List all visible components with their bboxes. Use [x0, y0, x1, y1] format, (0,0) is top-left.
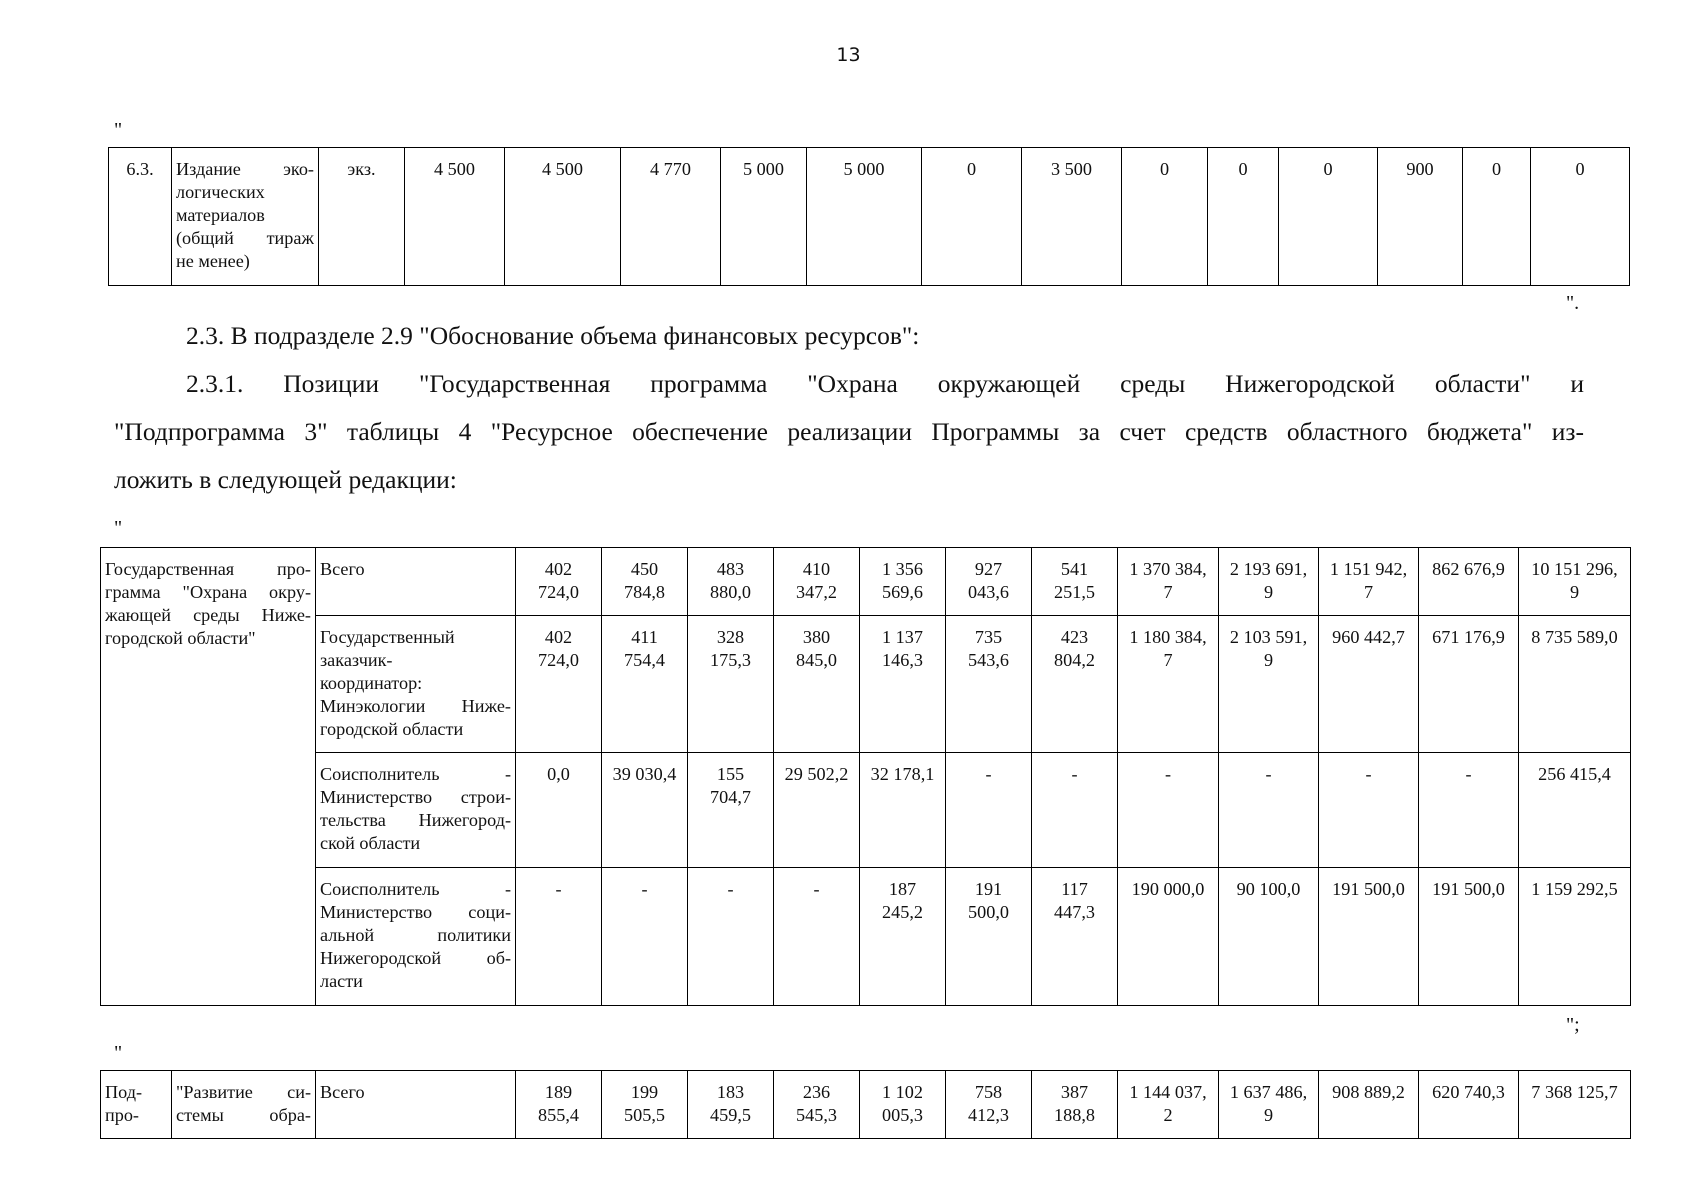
value-cell: 191 500,0	[1319, 868, 1419, 1006]
program-name-line: Государственная про-	[105, 559, 311, 579]
value-cell: -	[774, 868, 860, 1006]
value-cell: 191 500,0	[946, 868, 1032, 1006]
value-cell: 187 245,2	[860, 868, 946, 1006]
value-cell: 32 178,1	[860, 753, 946, 868]
table-row	[101, 548, 1631, 616]
row-label-customer: Государственный заказчик- координатор: Минэкологии Ниже- городской области	[316, 616, 516, 753]
table-subprogram	[100, 1070, 1631, 1139]
table-row	[101, 868, 1631, 1006]
opening-quote-2: "	[114, 517, 123, 539]
value-cell: 900	[1378, 148, 1463, 286]
subprogram-name-cell: "Развитие си- стемы обра-	[172, 1071, 316, 1139]
row-label-coexecutor-social: Соисполнитель - Министерство соци- альной политики Нижегородской об- ласти	[316, 868, 516, 1006]
value-cell: 2 193 691, 9	[1219, 548, 1319, 616]
value-cell: 1 159 292,5	[1519, 868, 1631, 1006]
value-cell: 671 176,9	[1419, 616, 1519, 753]
value-cell: 0	[1122, 148, 1208, 286]
value-cell: 117 447,3	[1032, 868, 1118, 1006]
value-cell: 411 754,4	[602, 616, 688, 753]
table-program-resources	[100, 547, 1631, 1006]
value-cell: 7 368 125,7	[1519, 1071, 1631, 1139]
value-cell: -	[1032, 753, 1118, 868]
value-cell: 1 144 037, 2	[1118, 1071, 1219, 1139]
value-cell: 0	[1531, 148, 1630, 286]
value-cell: 927 043,6	[946, 548, 1032, 616]
indicator-name-line: не менее)	[176, 251, 250, 271]
value-cell: 256 415,4	[1519, 753, 1631, 868]
row-label-total: Всего	[316, 1071, 516, 1139]
indicator-name-line: материалов	[176, 205, 265, 225]
value-cell: 183 459,5	[688, 1071, 774, 1139]
table-row	[109, 148, 1630, 286]
value-cell: 2 103 591, 9	[1219, 616, 1319, 753]
value-cell: 1 102 005,3	[860, 1071, 946, 1139]
value-cell: 1 356 569,6	[860, 548, 946, 616]
value-cell: 423 804,2	[1032, 616, 1118, 753]
value-cell: 155 704,7	[688, 753, 774, 868]
value-cell: 0	[1208, 148, 1279, 286]
value-cell: -	[946, 753, 1032, 868]
opening-quote-1: "	[114, 119, 123, 141]
value-cell: 0	[922, 148, 1022, 286]
value-cell: 0	[1463, 148, 1531, 286]
value-cell: 541 251,5	[1032, 548, 1118, 616]
value-cell: 4 500	[505, 148, 621, 286]
table-publications-row	[108, 147, 1630, 286]
paragraph-2-3-1-line-2: "Подпрограмма 3" таблицы 4 "Ресурсное обеспечение реализации Программы за счет средств областного бюджета" из-	[114, 417, 1584, 446]
value-cell: 90 100,0	[1219, 868, 1319, 1006]
row-number: 6.3.	[109, 148, 172, 286]
opening-quote-3: "	[114, 1042, 123, 1064]
value-cell: 387 188,8	[1032, 1071, 1118, 1139]
indicator-name-line: Издание эко-	[176, 159, 314, 179]
value-cell: -	[1319, 753, 1419, 868]
program-name-line: городской области"	[105, 628, 256, 648]
closing-quote-1: ".	[1566, 292, 1580, 314]
value-cell: 0	[1279, 148, 1378, 286]
value-cell: 236 545,3	[774, 1071, 860, 1139]
value-cell: -	[1219, 753, 1319, 868]
paragraph-2-3: 2.3. В подразделе 2.9 "Обоснование объема финансовых ресурсов":	[186, 321, 920, 350]
value-cell: 191 500,0	[1419, 868, 1519, 1006]
value-cell: 328 175,3	[688, 616, 774, 753]
value-cell: 1 370 384, 7	[1118, 548, 1219, 616]
value-cell: 758 412,3	[946, 1071, 1032, 1139]
value-cell: 402 724,0	[516, 548, 602, 616]
value-cell: 190 000,0	[1118, 868, 1219, 1006]
table-row	[101, 1071, 1631, 1139]
program-name-line: грамма "Охрана окру-	[105, 582, 311, 602]
indicator-name-line: логических	[176, 182, 265, 202]
value-cell: 0,0	[516, 753, 602, 868]
value-cell: 4 500	[405, 148, 505, 286]
value-cell: 5 000	[721, 148, 807, 286]
value-cell: -	[1118, 753, 1219, 868]
value-cell: 39 030,4	[602, 753, 688, 868]
value-cell: 3 500	[1022, 148, 1122, 286]
value-cell: 450 784,8	[602, 548, 688, 616]
value-cell: 402 724,0	[516, 616, 602, 753]
value-cell: -	[688, 868, 774, 1006]
value-cell: 380 845,0	[774, 616, 860, 753]
value-cell: 1 151 942, 7	[1319, 548, 1419, 616]
value-cell: 620 740,3	[1419, 1071, 1519, 1139]
value-cell: 483 880,0	[688, 548, 774, 616]
indicator-name-cell	[172, 148, 319, 286]
unit-cell: экз.	[319, 148, 405, 286]
value-cell: 8 735 589,0	[1519, 616, 1631, 753]
value-cell: -	[602, 868, 688, 1006]
value-cell: 29 502,2	[774, 753, 860, 868]
program-name-cell	[101, 548, 316, 1006]
value-cell: 1 137 146,3	[860, 616, 946, 753]
value-cell: 199 505,5	[602, 1071, 688, 1139]
value-cell: 10 151 296, 9	[1519, 548, 1631, 616]
value-cell: 5 000	[807, 148, 922, 286]
row-label-coexecutor-construction: Соисполнитель - Министерство строи- тельства Нижегород- ской области	[316, 753, 516, 868]
value-cell: 735 543,6	[946, 616, 1032, 753]
closing-quote-2: ";	[1566, 1014, 1580, 1036]
value-cell: 908 889,2	[1319, 1071, 1419, 1139]
value-cell: 960 442,7	[1319, 616, 1419, 753]
table-row	[101, 616, 1631, 753]
subprogram-label-cell: Под- про-	[101, 1071, 172, 1139]
value-cell: 189 855,4	[516, 1071, 602, 1139]
value-cell: 4 770	[621, 148, 721, 286]
value-cell: 862 676,9	[1419, 548, 1519, 616]
value-cell: 410 347,2	[774, 548, 860, 616]
program-name-line: жающей среды Ниже-	[105, 605, 311, 625]
value-cell: -	[516, 868, 602, 1006]
value-cell: -	[1419, 753, 1519, 868]
indicator-name-line: (общий тираж	[176, 228, 314, 248]
value-cell: 1 637 486, 9	[1219, 1071, 1319, 1139]
page-number: 13	[836, 44, 861, 66]
paragraph-2-3-1-line-3: ложить в следующей редакции:	[114, 465, 457, 494]
table-row	[101, 753, 1631, 868]
paragraph-2-3-1-line-1: 2.3.1. Позиции "Государственная программа "Охрана окружающей среды Нижегородской области" и	[186, 369, 1584, 398]
row-label-total: Всего	[316, 548, 516, 616]
value-cell: 1 180 384, 7	[1118, 616, 1219, 753]
